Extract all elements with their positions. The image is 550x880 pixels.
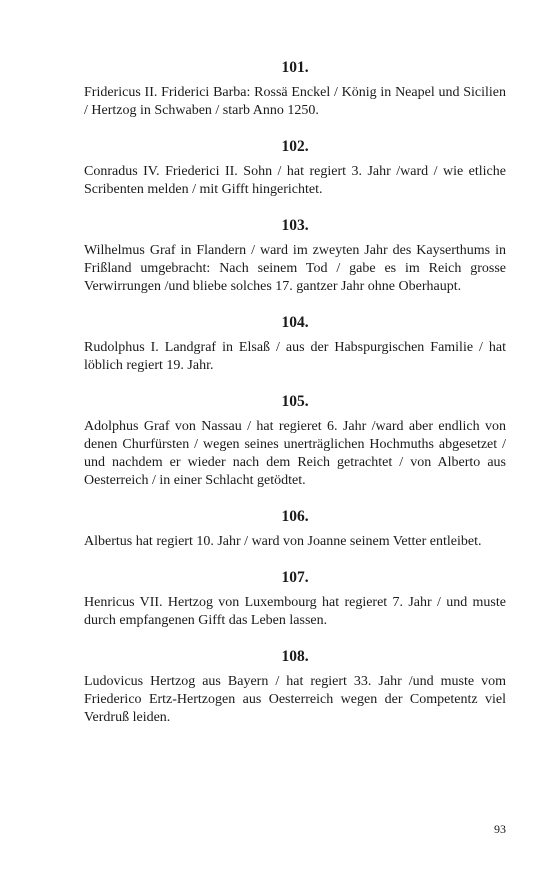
entry-number: 107. [281,569,309,586]
entry-103 [84,216,506,296]
entry-107 [84,568,506,630]
entry-text: Fridericus II. Friderici Barba: Rossä Enckel / König in Neapel und Sicilien / Hertzog in Schwaben / starb Anno 1250. [84,85,506,118]
entry-text: Wilhelmus Graf in Flandern / ward im zweyten Jahr des Kayserthums in Frißland umgebracht: Nach seinem Tod / gabe es im Reich grosse Verwirrungen /und bliebe solches 17. gantzer Jahr ohne Oberhaupt. [84,243,506,294]
entry-text: Henricus VII. Hertzog von Luxembourg hat regieret 7. Jahr / und muste durch empfangenen Gifft das Leben lassen. [84,595,506,628]
entry-108 [84,647,506,727]
entry-text: Albertus hat regiert 10. Jahr / ward von Joanne seinem Vetter entleibet. [84,534,482,549]
entry-number: 108. [281,648,309,665]
entry-number: 102. [281,138,309,155]
entry-number: 105. [281,393,309,410]
entry-text: Conradus IV. Friederici II. Sohn / hat regiert 3. Jahr /ward / wie etliche Scribenten melden / mit Gifft hingerichtet. [84,164,506,197]
page-body [84,58,506,744]
entry-number: 106. [281,508,309,525]
entry-105 [84,392,506,490]
entry-104 [84,313,506,375]
entry-102 [84,137,506,199]
entry-number: 103. [281,217,309,234]
entry-number: 104. [281,314,309,331]
entry-101 [84,58,506,120]
entry-text: Adolphus Graf von Nassau / hat regieret 6. Jahr /ward aber endlich von denen Churfürsten / wegen seines unerträglichen Hochmuths abgesetzet / und nachdem er wieder nach dem Reich getrachtet / von Alberto aus Oesterreich / in einer Schlacht getödtet. [84,419,506,488]
entry-text: Rudolphus I. Landgraf in Elsaß / aus der Habspurgischen Familie / hat löblich regiert 19. Jahr. [84,340,506,373]
entry-106 [84,507,506,551]
entry-text: Ludovicus Hertzog aus Bayern / hat regiert 33. Jahr /und muste vom Friederico Ertz-Hertzogen aus Oesterreich wegen der Competentz viel Verdruß leiden. [84,674,506,725]
entry-number: 101. [281,59,309,76]
page-number: 93 [494,822,506,836]
